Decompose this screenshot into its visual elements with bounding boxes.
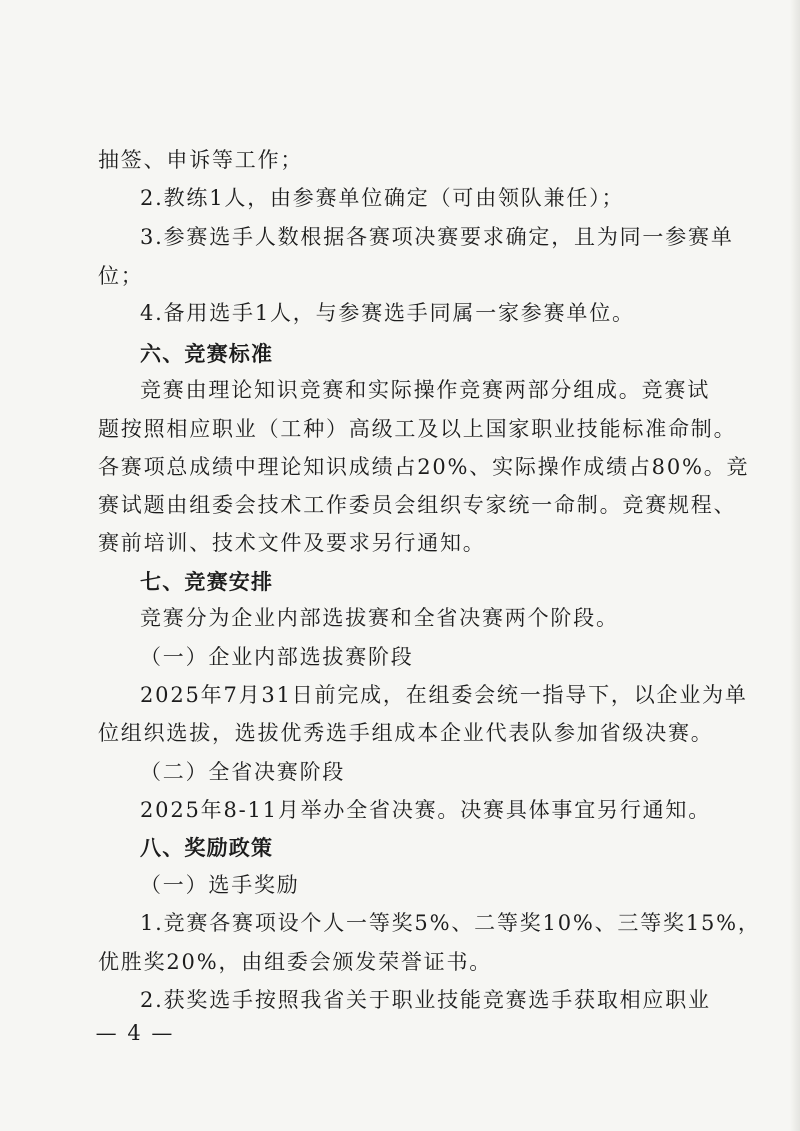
- paragraph-line: 优胜奖20%，由组委会颁发荣誉证书。: [98, 950, 493, 974]
- paragraph-line: 赛前培训、技术文件及要求另行通知。: [98, 531, 486, 555]
- page-number: — 4 —: [95, 1021, 175, 1045]
- list-item-reserve: 4.备用选手1人，与参赛选手同属一家参赛单位。: [140, 301, 635, 325]
- paragraph-line: 题按照相应职业（工种）高级工及以上国家职业技能标准命制。: [98, 417, 737, 441]
- paragraph-line: 赛试题由组委会技术工作委员会组织专家统一命制。竞赛规程、: [98, 493, 737, 517]
- section-heading-awards: 八、奖励政策: [140, 836, 274, 860]
- section-heading-standards: 六、竞赛标准: [140, 342, 274, 366]
- text-line: 抽签、申诉等工作；: [98, 148, 304, 172]
- subsection-heading-final: （二）全省决赛阶段: [140, 760, 346, 784]
- subsection-heading-internal: （一）企业内部选拔赛阶段: [140, 645, 414, 669]
- list-item-coach: 2.教练1人，由参赛单位确定（可由领队兼任）；: [140, 186, 625, 210]
- text-line: 位；: [98, 264, 144, 288]
- paragraph-line: 位组织选拔，选拔优秀选手组成本企业代表队参加省级决赛。: [98, 721, 714, 745]
- subsection-heading-contestant-awards: （一）选手奖励: [140, 873, 300, 897]
- list-item-contestants: 3.参赛选手人数根据各赛项决赛要求确定，且为同一参赛单: [140, 225, 734, 249]
- paragraph-line: 1.竞赛各赛项设个人一等奖5%、二等奖10%、三等奖15%，: [140, 911, 761, 935]
- paragraph-line: 竞赛由理论知识竞赛和实际操作竞赛两部分组成。竞赛试: [140, 378, 710, 402]
- paragraph-line: 2.获奖选手按照我省关于职业技能竞赛选手获取相应职业: [140, 988, 711, 1012]
- paragraph-line: 2025年7月31日前完成，在组委会统一指导下，以企业为单: [140, 683, 748, 707]
- paragraph-line: 竞赛分为企业内部选拔赛和全省决赛两个阶段。: [140, 606, 619, 630]
- section-heading-arrangement: 七、竞赛安排: [140, 570, 274, 594]
- paragraph-line: 各赛项总成绩中理论知识成绩占20%、实际操作成绩占80%。竞: [98, 455, 750, 479]
- paragraph-line: 2025年8-11月举办全省决赛。决赛具体事宜另行通知。: [140, 798, 712, 822]
